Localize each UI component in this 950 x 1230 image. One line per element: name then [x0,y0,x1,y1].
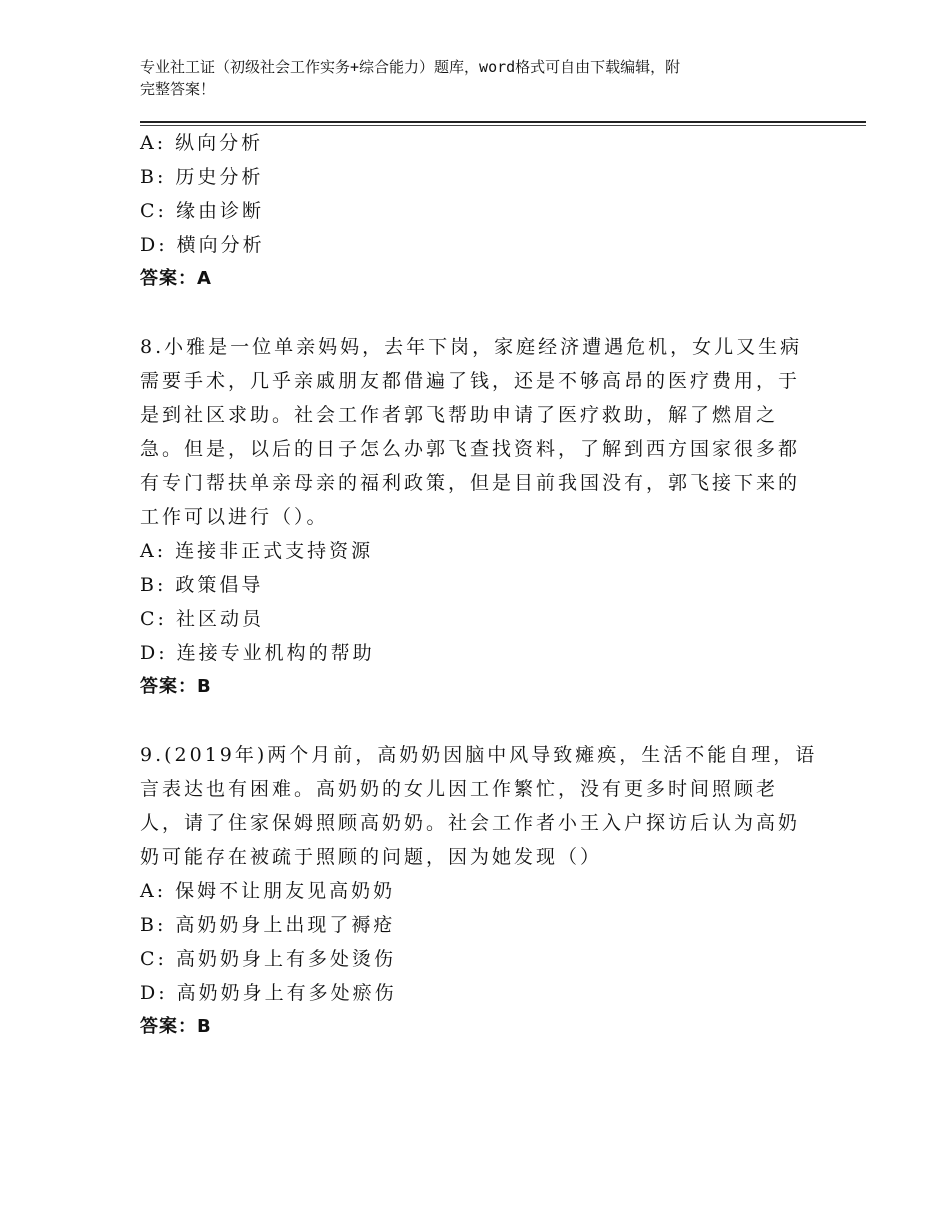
option-b: B: 历史分析 [140,166,264,188]
option-c: C: 社区动员 [140,608,264,630]
option-b: B: 高奶奶身上出现了褥疮 [140,914,396,936]
question-stem-line: 需要手术，几乎亲戚朋友都借遍了钱，还是不够高昂的医疗费用，于 [140,370,801,392]
header-divider-thick [140,121,866,123]
question-stem-line: 有专门帮扶单亲母亲的福利政策，但是目前我国没有，郭飞接下来的 [140,472,801,494]
option-c: C: 高奶奶身上有多处烫伤 [140,948,396,970]
document-body [140,126,818,1044]
question-9 [140,738,818,1044]
option-a: A: 纵向分析 [140,132,264,154]
option-c: C: 缘由诊断 [140,200,264,222]
option-a: A: 保姆不让朋友见高奶奶 [140,880,396,902]
option-a: A: 连接非正式支持资源 [140,540,374,562]
question-stem-line: 急。但是，以后的日子怎么办郭飞查找资料，了解到西方国家很多都 [140,438,801,460]
header-line-2: 完整答案！ [140,80,216,98]
question-stem-line: 工作可以进行（）。 [140,506,329,528]
page-header [140,56,820,100]
answer-label: 答案：B [140,1016,212,1037]
option-d: D: 高奶奶身上有多处瘀伤 [140,982,397,1004]
question-stem-line: 人，请了住家保姆照顾高奶奶。社会工作者小王入户探访后认为高奶 [140,812,801,834]
question-8 [140,330,810,704]
header-line-1: 专业社工证（初级社会工作实务+综合能力）题库，word格式可自由下载编辑，附 [140,58,681,76]
spacer [140,704,810,738]
spacer [140,296,810,330]
question-stem-line: 9.(2019年)两个月前，高奶奶因脑中风导致瘫痪，生活不能自理，语 [140,744,818,766]
option-b: B: 政策倡导 [140,574,264,596]
question-stem-line: 是到社区求助。社会工作者郭飞帮助申请了医疗救助，解了燃眉之 [140,404,779,426]
answer-label: 答案：A [140,268,212,289]
question-stem-line: 8.小雅是一位单亲妈妈，去年下岗，家庭经济遭遇危机，女儿又生病 [140,336,803,358]
question-stem-line: 言表达也有困难。高奶奶的女儿因工作繁忙，没有更多时间照顾老 [140,778,779,800]
question-stem-line: 奶可能存在被疏于照顾的问题，因为她发现（） [140,846,603,868]
answer-label: 答案：B [140,676,212,697]
option-d: D: 连接专业机构的帮助 [140,642,375,664]
option-d: D: 横向分析 [140,234,265,256]
question-7 [140,126,810,296]
